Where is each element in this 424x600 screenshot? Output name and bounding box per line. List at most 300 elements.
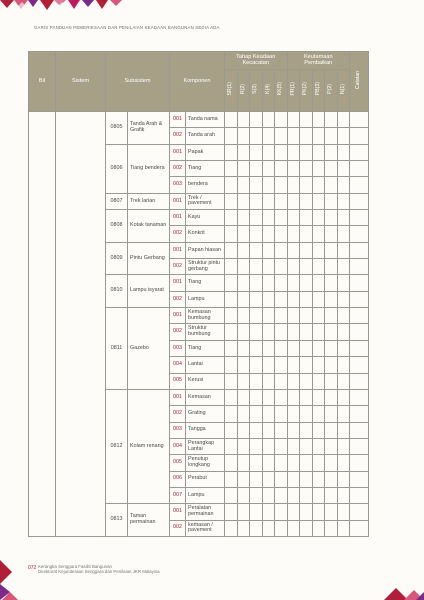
rating-cell[interactable] <box>250 389 263 405</box>
rating-cell[interactable] <box>262 389 275 405</box>
rating-cell[interactable] <box>325 161 338 177</box>
rating-cell[interactable] <box>237 487 250 503</box>
rating-cell[interactable] <box>250 177 263 193</box>
rating-cell[interactable] <box>337 422 350 438</box>
rating-cell[interactable] <box>262 210 275 226</box>
rating-cell[interactable] <box>237 504 250 520</box>
rating-cell[interactable] <box>237 520 250 536</box>
rating-cell[interactable] <box>262 504 275 520</box>
rating-cell[interactable] <box>262 324 275 340</box>
rating-cell[interactable] <box>312 422 325 438</box>
rating-cell[interactable] <box>237 128 250 144</box>
rating-cell[interactable] <box>337 308 350 324</box>
rating-cell[interactable] <box>262 259 275 275</box>
rating-cell[interactable] <box>325 438 338 454</box>
rating-cell[interactable] <box>287 161 300 177</box>
rating-cell[interactable] <box>312 406 325 422</box>
rating-cell[interactable] <box>312 373 325 389</box>
header-komponen: Komponen <box>170 52 225 112</box>
rating-cell[interactable] <box>225 324 238 340</box>
rating-cell[interactable] <box>337 210 350 226</box>
rating-cell[interactable] <box>300 275 313 291</box>
rating-cell[interactable] <box>325 487 338 503</box>
rating-cell[interactable] <box>337 471 350 487</box>
rating-cell[interactable] <box>300 324 313 340</box>
rating-cell[interactable] <box>250 193 263 209</box>
rating-cell[interactable] <box>300 259 313 275</box>
rating-cell[interactable] <box>312 340 325 356</box>
rating-cell[interactable] <box>287 291 300 307</box>
rating-cell[interactable] <box>325 455 338 471</box>
rating-cell[interactable] <box>275 193 288 209</box>
header-tahap-rating: KK(5) <box>275 70 288 112</box>
rating-cell[interactable] <box>337 226 350 242</box>
rating-cell[interactable] <box>312 487 325 503</box>
rating-cell[interactable] <box>325 471 338 487</box>
component-code: 001 <box>170 112 186 128</box>
catatan-cell[interactable] <box>350 504 369 520</box>
rating-cell[interactable] <box>337 504 350 520</box>
component-code: 002 <box>170 324 186 340</box>
rating-cell[interactable] <box>250 259 263 275</box>
rating-cell[interactable] <box>250 144 263 160</box>
rating-cell[interactable] <box>312 438 325 454</box>
rating-cell[interactable] <box>325 340 338 356</box>
rating-cell[interactable] <box>312 520 325 536</box>
rating-cell[interactable] <box>237 471 250 487</box>
rating-cell[interactable] <box>287 455 300 471</box>
catatan-cell[interactable] <box>350 112 369 128</box>
rating-cell[interactable] <box>275 275 288 291</box>
rating-cell[interactable] <box>325 112 338 128</box>
rating-cell[interactable] <box>275 291 288 307</box>
rating-cell[interactable] <box>300 422 313 438</box>
rating-cell[interactable] <box>312 128 325 144</box>
rating-cell[interactable] <box>325 291 338 307</box>
rating-cell[interactable] <box>250 275 263 291</box>
rating-cell[interactable] <box>325 324 338 340</box>
component-code: 001 <box>170 193 186 209</box>
rating-cell[interactable] <box>312 226 325 242</box>
rating-cell[interactable] <box>337 520 350 536</box>
header-tahap-rating: R(2) <box>237 70 250 112</box>
rating-cell[interactable] <box>275 226 288 242</box>
rating-cell[interactable] <box>225 177 238 193</box>
rating-cell[interactable] <box>312 291 325 307</box>
rating-cell[interactable] <box>237 291 250 307</box>
rating-cell[interactable] <box>225 471 238 487</box>
rating-cell[interactable] <box>325 389 338 405</box>
rating-cell[interactable] <box>262 144 275 160</box>
rating-cell[interactable] <box>250 471 263 487</box>
rating-cell[interactable] <box>262 406 275 422</box>
rating-cell[interactable] <box>300 193 313 209</box>
rating-cell[interactable] <box>287 438 300 454</box>
rating-cell[interactable] <box>275 161 288 177</box>
rating-cell[interactable] <box>300 340 313 356</box>
rating-cell[interactable] <box>300 438 313 454</box>
rating-cell[interactable] <box>250 308 263 324</box>
catatan-cell[interactable] <box>350 275 369 291</box>
rating-cell[interactable] <box>312 471 325 487</box>
rating-cell[interactable] <box>262 193 275 209</box>
rating-cell[interactable] <box>287 471 300 487</box>
rating-cell[interactable] <box>287 340 300 356</box>
rating-cell[interactable] <box>275 308 288 324</box>
component-code: 001 <box>170 389 186 405</box>
catatan-cell[interactable] <box>350 520 369 536</box>
rating-cell[interactable] <box>275 504 288 520</box>
rating-cell[interactable] <box>225 455 238 471</box>
rating-cell[interactable] <box>262 128 275 144</box>
catatan-cell[interactable] <box>350 422 369 438</box>
rating-cell[interactable] <box>237 357 250 373</box>
rating-cell[interactable] <box>337 242 350 258</box>
rating-cell[interactable] <box>225 340 238 356</box>
rating-cell[interactable] <box>225 128 238 144</box>
rating-cell[interactable] <box>262 275 275 291</box>
catatan-cell[interactable] <box>350 324 369 340</box>
rating-cell[interactable] <box>275 487 288 503</box>
rating-cell[interactable] <box>275 406 288 422</box>
rating-cell[interactable] <box>300 161 313 177</box>
rating-cell[interactable] <box>250 520 263 536</box>
rating-cell[interactable] <box>325 357 338 373</box>
rating-cell[interactable] <box>337 438 350 454</box>
rating-cell[interactable] <box>325 422 338 438</box>
rating-cell[interactable] <box>287 357 300 373</box>
rating-cell[interactable] <box>337 144 350 160</box>
rating-cell[interactable] <box>250 291 263 307</box>
rating-cell[interactable] <box>325 373 338 389</box>
rating-cell[interactable] <box>287 324 300 340</box>
rating-cell[interactable] <box>312 389 325 405</box>
rating-cell[interactable] <box>287 177 300 193</box>
catatan-cell[interactable] <box>350 438 369 454</box>
rating-cell[interactable] <box>300 128 313 144</box>
rating-cell[interactable] <box>237 455 250 471</box>
rating-cell[interactable] <box>312 259 325 275</box>
rating-cell[interactable] <box>262 226 275 242</box>
rating-cell[interactable] <box>262 242 275 258</box>
rating-cell[interactable] <box>287 112 300 128</box>
rating-cell[interactable] <box>225 438 238 454</box>
rating-cell[interactable] <box>225 226 238 242</box>
rating-cell[interactable] <box>312 144 325 160</box>
rating-cell[interactable] <box>262 471 275 487</box>
rating-cell[interactable] <box>300 242 313 258</box>
rating-cell[interactable] <box>225 504 238 520</box>
rating-cell[interactable] <box>287 144 300 160</box>
catatan-cell[interactable] <box>350 291 369 307</box>
rating-cell[interactable] <box>262 161 275 177</box>
rating-cell[interactable] <box>337 161 350 177</box>
rating-cell[interactable] <box>250 487 263 503</box>
rating-cell[interactable] <box>337 177 350 193</box>
rating-cell[interactable] <box>300 226 313 242</box>
rating-cell[interactable] <box>237 324 250 340</box>
rating-cell[interactable] <box>225 520 238 536</box>
rating-cell[interactable] <box>250 357 263 373</box>
rating-cell[interactable] <box>275 210 288 226</box>
rating-cell[interactable] <box>325 259 338 275</box>
rating-cell[interactable] <box>250 324 263 340</box>
rating-cell[interactable] <box>225 112 238 128</box>
rating-cell[interactable] <box>287 308 300 324</box>
rating-cell[interactable] <box>325 308 338 324</box>
rating-cell[interactable] <box>312 324 325 340</box>
rating-cell[interactable] <box>262 357 275 373</box>
rating-cell[interactable] <box>275 144 288 160</box>
rating-cell[interactable] <box>237 389 250 405</box>
rating-cell[interactable] <box>237 144 250 160</box>
rating-cell[interactable] <box>225 389 238 405</box>
catatan-cell[interactable] <box>350 259 369 275</box>
rating-cell[interactable] <box>237 210 250 226</box>
rating-cell[interactable] <box>237 340 250 356</box>
rating-cell[interactable] <box>300 308 313 324</box>
rating-cell[interactable] <box>337 324 350 340</box>
rating-cell[interactable] <box>225 422 238 438</box>
rating-cell[interactable] <box>300 357 313 373</box>
rating-cell[interactable] <box>262 438 275 454</box>
rating-cell[interactable] <box>225 357 238 373</box>
rating-cell[interactable] <box>250 504 263 520</box>
rating-cell[interactable] <box>225 259 238 275</box>
rating-cell[interactable] <box>337 357 350 373</box>
rating-cell[interactable] <box>237 112 250 128</box>
catatan-cell[interactable] <box>350 471 369 487</box>
rating-cell[interactable] <box>287 210 300 226</box>
rating-cell[interactable] <box>287 487 300 503</box>
catatan-cell[interactable] <box>350 308 369 324</box>
catatan-cell[interactable] <box>350 144 369 160</box>
rating-cell[interactable] <box>337 193 350 209</box>
rating-cell[interactable] <box>337 406 350 422</box>
rating-cell[interactable] <box>287 422 300 438</box>
rating-cell[interactable] <box>337 128 350 144</box>
catatan-cell[interactable] <box>350 406 369 422</box>
rating-cell[interactable] <box>250 438 263 454</box>
rating-cell[interactable] <box>237 226 250 242</box>
rating-cell[interactable] <box>287 520 300 536</box>
rating-cell[interactable] <box>325 275 338 291</box>
rating-cell[interactable] <box>312 161 325 177</box>
rating-cell[interactable] <box>312 504 325 520</box>
rating-cell[interactable] <box>225 308 238 324</box>
rating-cell[interactable] <box>250 226 263 242</box>
rating-cell[interactable] <box>225 242 238 258</box>
rating-cell[interactable] <box>237 406 250 422</box>
rating-cell[interactable] <box>275 177 288 193</box>
rating-cell[interactable] <box>250 340 263 356</box>
rating-cell[interactable] <box>275 373 288 389</box>
component-name: Kemasan bumbung <box>186 308 225 324</box>
rating-cell[interactable] <box>275 324 288 340</box>
rating-cell[interactable] <box>337 291 350 307</box>
rating-cell[interactable] <box>325 177 338 193</box>
rating-cell[interactable] <box>300 504 313 520</box>
rating-cell[interactable] <box>250 210 263 226</box>
rating-cell[interactable] <box>300 520 313 536</box>
rating-cell[interactable] <box>312 112 325 128</box>
rating-cell[interactable] <box>287 504 300 520</box>
rating-cell[interactable] <box>337 455 350 471</box>
rating-cell[interactable] <box>287 193 300 209</box>
rating-cell[interactable] <box>312 177 325 193</box>
rating-cell[interactable] <box>225 161 238 177</box>
catatan-cell[interactable] <box>350 487 369 503</box>
rating-cell[interactable] <box>325 128 338 144</box>
rating-cell[interactable] <box>275 389 288 405</box>
rating-cell[interactable] <box>300 389 313 405</box>
rating-cell[interactable] <box>300 487 313 503</box>
rating-cell[interactable] <box>262 487 275 503</box>
rating-cell[interactable] <box>337 373 350 389</box>
rating-cell[interactable] <box>262 455 275 471</box>
rating-cell[interactable] <box>325 226 338 242</box>
rating-cell[interactable] <box>237 422 250 438</box>
catatan-cell[interactable] <box>350 210 369 226</box>
rating-cell[interactable] <box>275 357 288 373</box>
rating-cell[interactable] <box>250 112 263 128</box>
rating-cell[interactable] <box>225 210 238 226</box>
rating-cell[interactable] <box>275 340 288 356</box>
rating-cell[interactable] <box>250 161 263 177</box>
rating-cell[interactable] <box>287 242 300 258</box>
rating-cell[interactable] <box>300 177 313 193</box>
catatan-cell[interactable] <box>350 373 369 389</box>
rating-cell[interactable] <box>275 438 288 454</box>
rating-cell[interactable] <box>250 128 263 144</box>
rating-cell[interactable] <box>275 242 288 258</box>
catatan-cell[interactable] <box>350 226 369 242</box>
catatan-cell[interactable] <box>350 340 369 356</box>
rating-cell[interactable] <box>337 487 350 503</box>
rating-cell[interactable] <box>275 471 288 487</box>
rating-cell[interactable] <box>337 389 350 405</box>
rating-cell[interactable] <box>262 520 275 536</box>
rating-cell[interactable] <box>312 357 325 373</box>
rating-cell[interactable] <box>312 308 325 324</box>
bil-cell <box>29 112 56 537</box>
rating-cell[interactable] <box>237 373 250 389</box>
rating-cell[interactable] <box>237 438 250 454</box>
rating-cell[interactable] <box>250 422 263 438</box>
rating-cell[interactable] <box>312 242 325 258</box>
rating-cell[interactable] <box>287 389 300 405</box>
rating-cell[interactable] <box>300 373 313 389</box>
catatan-cell[interactable] <box>350 193 369 209</box>
rating-cell[interactable] <box>237 177 250 193</box>
catatan-cell[interactable] <box>350 389 369 405</box>
rating-cell[interactable] <box>225 406 238 422</box>
rating-cell[interactable] <box>250 373 263 389</box>
rating-cell[interactable] <box>275 455 288 471</box>
rating-cell[interactable] <box>262 291 275 307</box>
rating-cell[interactable] <box>325 242 338 258</box>
rating-cell[interactable] <box>225 144 238 160</box>
rating-cell[interactable] <box>325 144 338 160</box>
rating-cell[interactable] <box>300 210 313 226</box>
rating-cell[interactable] <box>275 520 288 536</box>
rating-cell[interactable] <box>237 259 250 275</box>
rating-cell[interactable] <box>300 471 313 487</box>
rating-cell[interactable] <box>337 259 350 275</box>
catatan-cell[interactable] <box>350 161 369 177</box>
rating-cell[interactable] <box>275 128 288 144</box>
rating-cell[interactable] <box>225 275 238 291</box>
rating-cell[interactable] <box>275 112 288 128</box>
rating-cell[interactable] <box>287 275 300 291</box>
rating-cell[interactable] <box>300 455 313 471</box>
rating-cell[interactable] <box>325 193 338 209</box>
rating-cell[interactable] <box>262 177 275 193</box>
rating-cell[interactable] <box>262 340 275 356</box>
rating-cell[interactable] <box>300 112 313 128</box>
rating-cell[interactable] <box>312 210 325 226</box>
rating-cell[interactable] <box>300 406 313 422</box>
rating-cell[interactable] <box>225 373 238 389</box>
rating-cell[interactable] <box>287 226 300 242</box>
rating-cell[interactable] <box>262 422 275 438</box>
rating-cell[interactable] <box>300 291 313 307</box>
rating-cell[interactable] <box>312 193 325 209</box>
rating-cell[interactable] <box>237 275 250 291</box>
rating-cell[interactable] <box>287 128 300 144</box>
rating-cell[interactable] <box>237 308 250 324</box>
subsystem-code: 0812 <box>106 389 128 503</box>
rating-cell[interactable] <box>337 340 350 356</box>
catatan-cell[interactable] <box>350 177 369 193</box>
component-name: Peralatan permainan <box>186 504 225 520</box>
rating-cell[interactable] <box>250 455 263 471</box>
rating-cell[interactable] <box>325 406 338 422</box>
rating-cell[interactable] <box>312 455 325 471</box>
component-code: 002 <box>170 161 186 177</box>
rating-cell[interactable] <box>325 520 338 536</box>
rating-cell[interactable] <box>262 373 275 389</box>
rating-cell[interactable] <box>287 406 300 422</box>
rating-cell[interactable] <box>337 112 350 128</box>
rating-cell[interactable] <box>237 193 250 209</box>
rating-cell[interactable] <box>287 373 300 389</box>
rating-cell[interactable] <box>225 193 238 209</box>
catatan-cell[interactable] <box>350 357 369 373</box>
rating-cell[interactable] <box>250 406 263 422</box>
rating-cell[interactable] <box>262 112 275 128</box>
rating-cell[interactable] <box>312 275 325 291</box>
rating-cell[interactable] <box>337 275 350 291</box>
catatan-cell[interactable] <box>350 242 369 258</box>
rating-cell[interactable] <box>262 308 275 324</box>
rating-cell[interactable] <box>275 422 288 438</box>
component-name: Trek / pavement <box>186 193 225 209</box>
rating-cell[interactable] <box>237 242 250 258</box>
rating-cell[interactable] <box>225 487 238 503</box>
rating-cell[interactable] <box>237 161 250 177</box>
catatan-cell[interactable] <box>350 128 369 144</box>
rating-cell[interactable] <box>250 242 263 258</box>
rating-cell[interactable] <box>325 504 338 520</box>
rating-cell[interactable] <box>275 259 288 275</box>
rating-cell[interactable] <box>325 210 338 226</box>
rating-cell[interactable] <box>287 259 300 275</box>
catatan-cell[interactable] <box>350 455 369 471</box>
rating-cell[interactable] <box>300 144 313 160</box>
rating-cell[interactable] <box>225 291 238 307</box>
component-name: Lantai <box>186 357 225 373</box>
